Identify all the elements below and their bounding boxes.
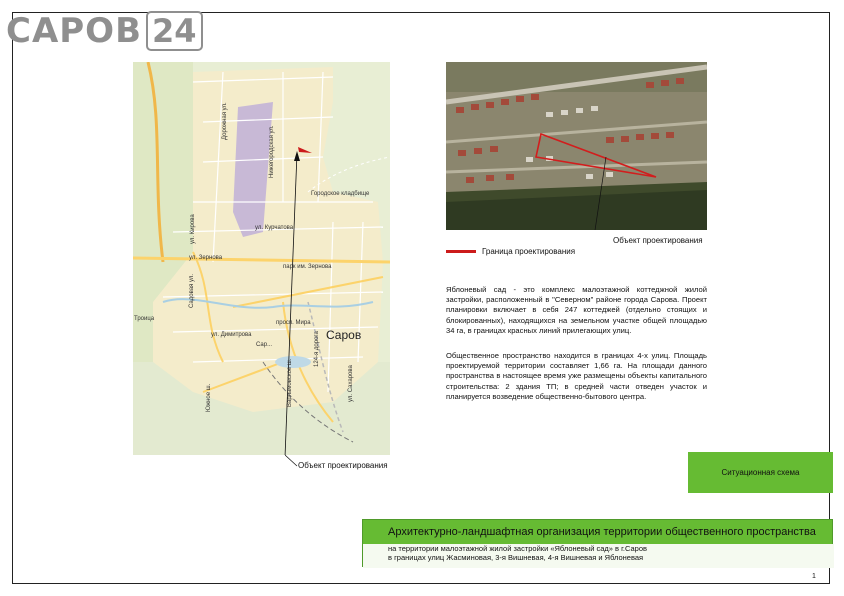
map-label-saharova: ул. Сахарова (348, 365, 354, 402)
description-paragraph-1: Яблоневый сад - это комплекс малоэтажной коттеджной жилой застройки, расположенный в "Северном" районе города Сарова. Проект планировки включает в себя 247 коттеджей (отдельно стоящих и блокированных), находящихся на земельном участке общей площадью 34 га, в границах красных линий прилегающих улиц. (446, 285, 707, 335)
legend-boundary-label: Граница проектирования (482, 247, 576, 256)
map-label-varlamovskoe: Варламовское ш. (287, 358, 293, 407)
map-label-sadovaya: Садовая ул. (189, 274, 195, 308)
title-block (362, 519, 833, 567)
map-label-vokzal: Сар... (256, 342, 273, 348)
map-label-dimitrova: ул. Димитрова (211, 332, 252, 338)
description (446, 285, 707, 402)
logo-number: 24 (152, 12, 197, 50)
logo-number-box (146, 11, 203, 51)
map-label-zernova: ул. Зернова (189, 255, 223, 261)
map-label-cemetery: Городское кладбище (311, 191, 370, 197)
situation-scheme-label: Ситуационная схема (688, 452, 833, 493)
city-name-label: Саров (326, 328, 362, 342)
map-label-124: 124-я дорога (314, 331, 320, 367)
map-label-kirova: ул. Кирова (190, 214, 196, 244)
logo-word: САРОВ (6, 11, 143, 51)
description-paragraph-2: Общественное пространство находится в границах 4-х улиц. Площадь проектируемой территории составляет 1,66 га. На площади данного пространства в настоящее время уже размещены объекты капитального строительства: 2 здания ТП; в средней части отведен участок и планируется возведение общественно-бытового центра. (446, 351, 707, 401)
map-label-park: парк им. Зернова (283, 264, 332, 270)
satellite-view (446, 62, 707, 230)
city-map (133, 62, 390, 455)
map-label-mira: просп. Мира (276, 320, 311, 326)
map-label-kurchatova: ул. Курчатова (255, 225, 294, 231)
satellite-drawing (446, 62, 707, 230)
title-main: Архитектурно-ландшафтная организация территории общественного пространства (388, 526, 816, 538)
title-sub-2: в границах улиц Жасминовая, 3-я Вишневая, 4-я Вишневая и Яблоневая (388, 553, 644, 562)
sarov24-logo (6, 8, 203, 54)
page-number: 1 (812, 573, 816, 580)
boundary-line-swatch (446, 250, 476, 253)
map-label-nizhegorodskaya: Нижегородская ул. (269, 125, 275, 178)
object-callout-right: Объект проектирования (613, 236, 703, 245)
map-label-dorozhnaya: Дорожная ул. (222, 102, 228, 140)
title-sub-1: на территории малоэтажной жилой застройки «Яблоневый сад» в г.Саров (388, 544, 648, 553)
map-label-troitskaya: Троица (134, 316, 155, 322)
map-label-yuzhnoe: Южное ш. (206, 383, 212, 412)
object-callout-left: Объект проектирования (298, 461, 388, 470)
legend-boundary (446, 247, 575, 256)
